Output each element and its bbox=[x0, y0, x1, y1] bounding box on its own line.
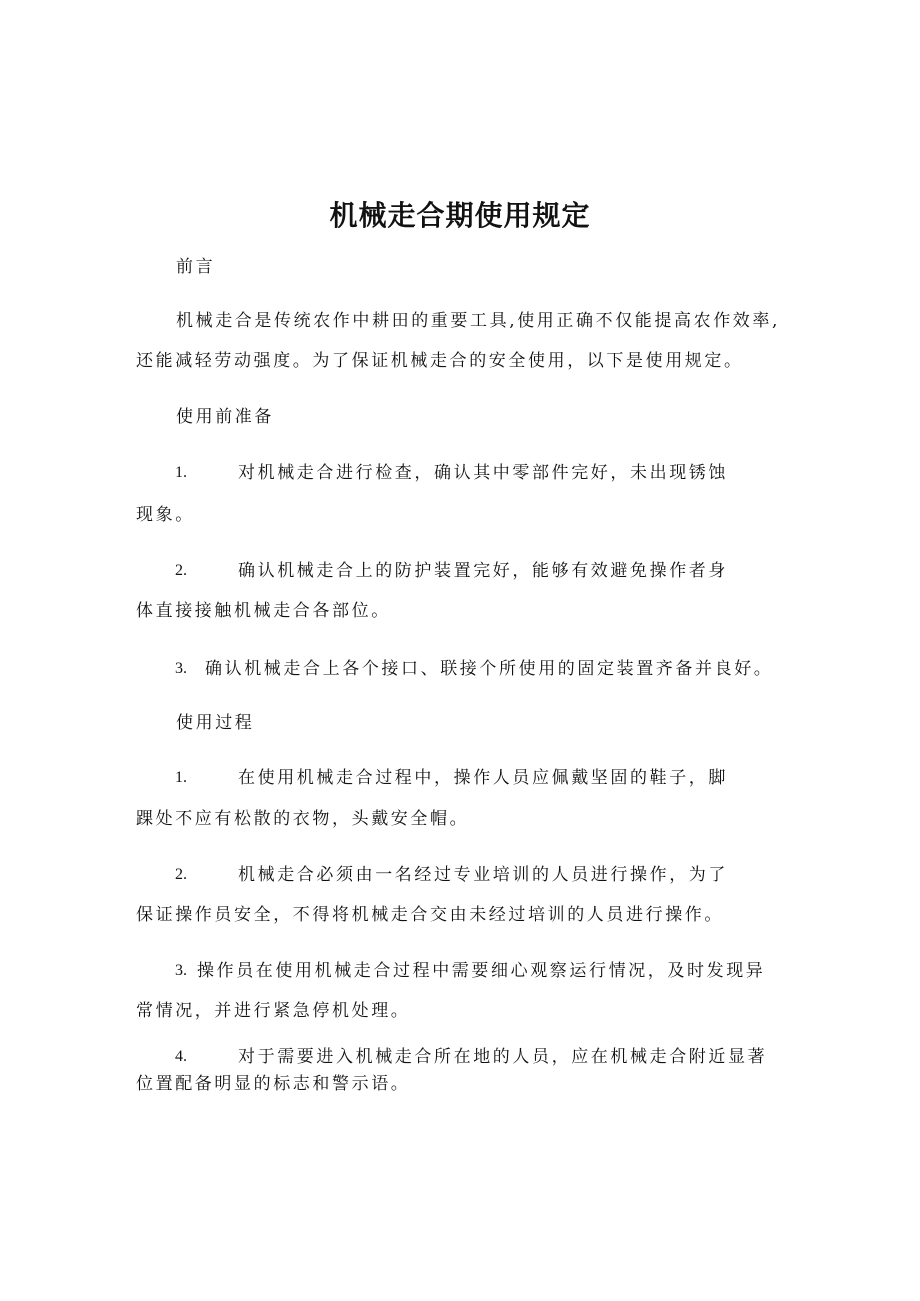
preparation-heading: 使用前准备 bbox=[176, 407, 274, 427]
preparation-item-1-line-2: 现象。 bbox=[136, 505, 195, 525]
process-item-2-number: 2. bbox=[175, 866, 187, 883]
preparation-item-2-line-2: 体直接接触机械走合各部位。 bbox=[136, 601, 391, 621]
process-item-4-line-2: 位置配备明显的标志和警示语。 bbox=[136, 1074, 411, 1094]
preparation-item-1-number: 1. bbox=[175, 464, 187, 481]
process-item-3-line-1: 操作员在使用机械走合过程中需要细心观察运行情况，及时发现异 bbox=[197, 961, 766, 981]
preparation-item-2-line-1: 确认机械走合上的防护装置完好，能够有效避免操作者身 bbox=[238, 561, 728, 581]
process-item-1-line-1: 在使用机械走合过程中，操作人员应佩戴坚固的鞋子，脚 bbox=[238, 768, 728, 788]
preparation-item-3-line-1: 确认机械走合上各个接口、联接个所使用的固定装置齐备并良好。 bbox=[205, 659, 774, 679]
preface-paragraph-line-1: 机械走合是传统农作中耕田的重要工具,使用正确不仅能提高农作效率, bbox=[176, 311, 781, 331]
preface-heading: 前言 bbox=[176, 257, 216, 277]
preface-paragraph-line-2: 还能减轻劳动强度。为了保证机械走合的安全使用，以下是使用规定。 bbox=[136, 351, 744, 371]
preparation-item-3-number: 3. bbox=[175, 660, 187, 677]
document-title: 机械走合期使用规定 bbox=[329, 199, 591, 232]
process-item-1-line-2: 踝处不应有松散的衣物，头戴安全帽。 bbox=[136, 809, 470, 829]
process-item-2-line-1: 机械走合必须由一名经过专业培训的人员进行操作，为了 bbox=[238, 865, 728, 885]
process-item-3-number: 3. bbox=[175, 962, 187, 979]
preparation-item-2-number: 2. bbox=[175, 562, 187, 579]
process-item-2-line-2: 保证操作员安全，不得将机械走合交由未经过培训的人员进行操作。 bbox=[136, 905, 724, 925]
process-item-4-number: 4. bbox=[175, 1048, 187, 1065]
process-item-3-line-2: 常情况，并进行紧急停机处理。 bbox=[136, 1001, 411, 1021]
process-item-4-line-1: 对于需要进入机械走合所在地的人员，应在机械走合附近显著 bbox=[238, 1047, 768, 1067]
process-heading: 使用过程 bbox=[176, 713, 255, 733]
process-item-1-number: 1. bbox=[175, 769, 187, 786]
preparation-item-1-line-1: 对机械走合进行检查，确认其中零部件完好，未出现锈蚀 bbox=[238, 463, 728, 483]
